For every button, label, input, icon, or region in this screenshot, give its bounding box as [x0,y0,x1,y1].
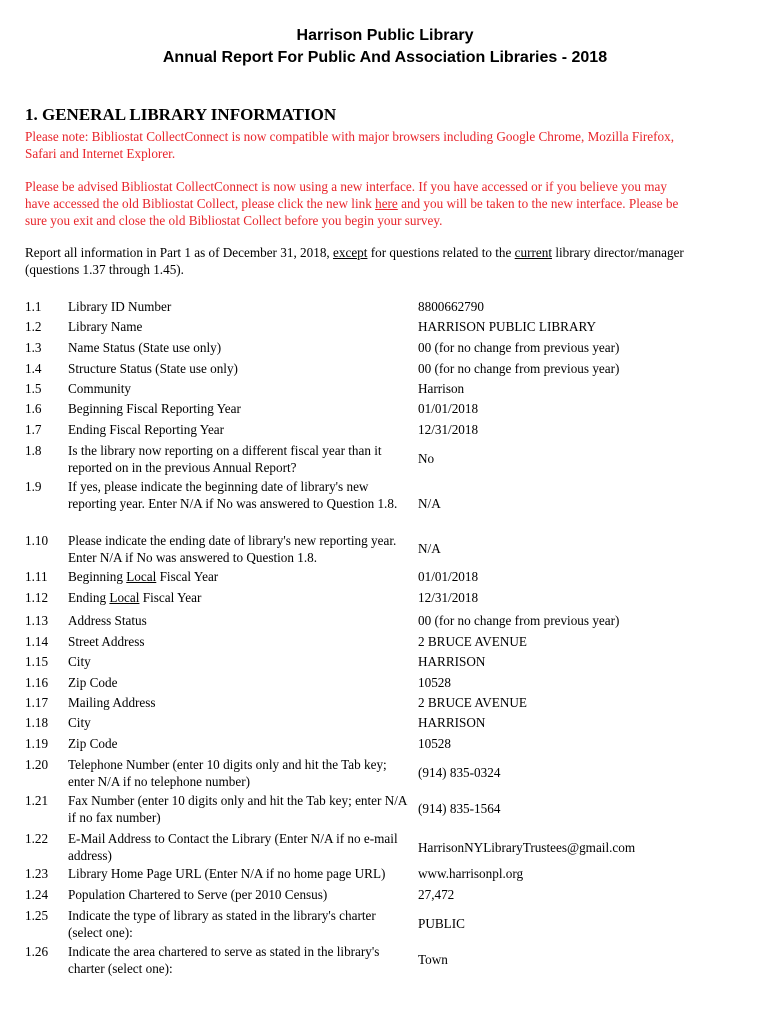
new-interface-link[interactable]: here [375,196,398,211]
except-emphasis: except [333,245,368,260]
answer-value: HarrisonNYLibraryTrustees@gmail.com [418,840,636,855]
report-instructions-end: library director/manager (questions 1.37 through 1.45). [25,245,684,277]
question-label: Is the library now reporting on a different fiscal year than it reported on in the previous Annual Report? [68,443,382,475]
answer-value: N/A [418,541,441,556]
question-label: Library ID Number [68,299,172,314]
answer-value: N/A [418,496,441,511]
question-number: 1.26 [25,944,49,959]
question-number: 1.2 [25,319,42,334]
question-label: Name Status (State use only) [68,340,222,355]
question-label-text-end: Fiscal Year [156,569,219,584]
question-label: Community [68,381,132,396]
new-interface-note-text-end: and you will be taken to the new interface. Please be sure you exit and close the old Bibliostat Collect before you begin your survey. [25,196,679,228]
answer-value: HARRISON [418,715,486,730]
question-number: 1.9 [25,479,42,494]
question-number: 1.4 [25,361,42,376]
question-label: Street Address [68,634,145,649]
answer-value: 00 (for no change from previous year) [418,340,620,355]
report-instructions-middle: for questions related to the [367,245,515,260]
question-label: Indicate the area chartered to serve as stated in the library's charter (select one): [68,944,380,976]
question-label: City [68,654,91,669]
answer-value: 2 BRUCE AVENUE [418,695,527,710]
answer-value: PUBLIC [418,916,465,931]
question-label: Address Status [68,613,147,628]
question-label-text: Beginning [68,569,127,584]
question-label-emphasis: Local [126,569,157,584]
answer-value: 8800662790 [418,299,484,314]
answer-value: Harrison [418,381,465,396]
answer-value: 12/31/2018 [418,590,479,605]
report-instructions [25,244,685,278]
question-label: E-Mail Address to Contact the Library (Enter N/A if no e-mail address) [68,831,398,863]
question-label: Telephone Number (enter 10 digits only and hit the Tab key; enter N/A if no telephone number) [68,757,387,789]
answer-value: No [418,451,435,466]
question-number: 1.25 [25,908,49,923]
question-number: 1.1 [25,299,42,314]
question-label-text: Ending [68,590,110,605]
question-number: 1.8 [25,443,42,458]
question-label: Population Chartered to Serve (per 2010 Census) [68,887,328,902]
answer-value: 2 BRUCE AVENUE [418,634,527,649]
report-instructions-text: Report all information in Part 1 as of December 31, 2018, [25,245,334,260]
question-number: 1.21 [25,793,49,808]
new-interface-note-text: Please be advised Bibliostat CollectConnect is now using a new interface. If you have accessed or if you believe you may have accessed the old Bibliostat Collect, please click the new link [25,179,667,211]
answer-value: HARRISON [418,654,486,669]
answer-value: 10528 [418,675,451,690]
browser-compatibility-note: Please note: Bibliostat CollectConnect is now compatible with major browsers including Google Chrome, Mozilla Firefox, Safari and Internet Explorer. [25,129,675,161]
answer-value: 00 (for no change from previous year) [418,361,620,376]
answer-value: www.harrisonpl.org [418,866,524,881]
question-label: Structure Status (State use only) [68,361,238,376]
question-label [68,568,410,585]
question-label: Indicate the type of library as stated in the library's charter (select one): [68,908,376,940]
question-label: Beginning Fiscal Reporting Year [68,401,241,416]
question-label: If yes, please indicate the beginning date of library's new reporting year. Enter N/A if No was answered to Question 1.8. [68,479,398,511]
answer-value: 00 (for no change from previous year) [418,613,620,628]
question-label: Library Name [68,319,143,334]
question-label: Mailing Address [68,695,156,710]
question-number: 1.7 [25,422,42,437]
question-number: 1.14 [25,634,49,649]
current-emphasis: current [514,245,553,260]
new-interface-note [25,178,685,229]
question-number: 1.24 [25,887,49,902]
question-label: Fax Number (enter 10 digits only and hit the Tab key; enter N/A if no fax number) [68,793,407,825]
question-label: Please indicate the ending date of library's new reporting year. Enter N/A if No was answered to Question 1.8. [68,533,397,565]
answer-value: 27,472 [418,887,455,902]
section-heading: 1. GENERAL LIBRARY INFORMATION [25,105,337,124]
question-number: 1.3 [25,340,42,355]
answer-value: 01/01/2018 [418,569,479,584]
question-number: 1.23 [25,866,49,881]
question-label: Zip Code [68,736,118,751]
answer-value: 10528 [418,736,451,751]
question-number: 1.20 [25,757,49,772]
question-number: 1.15 [25,654,49,669]
question-number: 1.18 [25,715,49,730]
question-number: 1.12 [25,590,49,605]
question-label-emphasis: Local [109,590,140,605]
page-title: Harrison Public Library [296,27,474,44]
question-label: Zip Code [68,675,118,690]
question-number: 1.19 [25,736,49,751]
answer-value: 12/31/2018 [418,422,479,437]
question-number: 1.17 [25,695,49,710]
answer-value: HARRISON PUBLIC LIBRARY [418,319,597,334]
question-label-text-end: Fiscal Year [139,590,202,605]
question-number: 1.16 [25,675,49,690]
question-number: 1.6 [25,401,42,416]
question-label: City [68,715,91,730]
question-number: 1.11 [25,569,48,584]
answer-value: 01/01/2018 [418,401,479,416]
answer-value: (914) 835-1564 [418,801,501,816]
question-label: Ending Fiscal Reporting Year [68,422,225,437]
page-subtitle: Annual Report For Public And Association Libraries - 2018 [162,49,608,66]
question-number: 1.10 [25,533,49,548]
answer-value: Town [418,952,448,967]
question-label: Library Home Page URL (Enter N/A if no home page URL) [68,866,386,881]
answer-value: (914) 835-0324 [418,765,501,780]
question-number: 1.5 [25,381,42,396]
question-label [68,589,410,606]
question-number: 1.13 [25,613,49,628]
question-number: 1.22 [25,831,49,846]
